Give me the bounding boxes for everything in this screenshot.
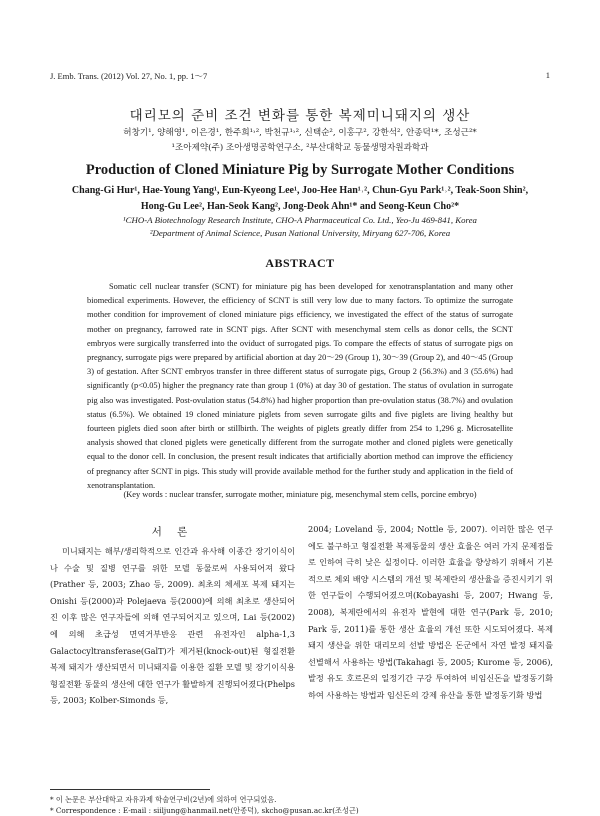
affiliation-2: ²Department of Animal Science, Pusan National University, Miryang 627-706, Korea: [149, 227, 451, 238]
english-affiliations: [40, 214, 560, 239]
intro-paragraph-right: 2004; Loveland 등, 2004; Nottle 등, 2007). 이러한 많은 연구에도 불구하고 형질전환 복제동물의 생산 효율은 여러 가지 문제점들로 인하여 극히 낮은 실정이다. 이러한 효율을 향상하기 위해서 기본적으로 체외 배양 시스템의 개선 및 복제란의 생산율을 증진시키기 위한 연구들이 수행되어졌으며(Kobayashi 등, 2007; Hwang 등, 2008), 복제란에서의 유전자 발현에 대한 연구(Park 등, 2010; Park 등, 2011)를 통한 생산 효율의 개선 또한 시도되어졌다. 복제 돼지 생산을 위한 대리모의 선발 방법은 돈군에서 자연 발정 돼지를 선별해서 사용하는 방법(Takahagi 등, 2005; Kurome 등, 2006), 발정 유도 호르몬의 일정기간 구강 투여하여 비임신돈을 발정동기화 하여 사용하는 방법과 임신돈의 강제 유산을 통한 발정동기화 방법: [308, 524, 553, 700]
abstract-body: [87, 280, 513, 493]
footnote-funding: * 이 논문은 부산대학교 자유과제 학술연구비(2년)에 의하여 연구되었음.: [50, 795, 277, 804]
introduction-heading: 서 론: [151, 526, 194, 538]
korean-authors: 허창기¹, 양해영¹, 이은경¹, 한주희¹˒², 박천규¹˒², 신택순², 이홍구², 강한석², 안종덕¹*, 조성근²*: [123, 128, 477, 138]
introduction-left-column: [50, 543, 295, 709]
abstract-paragraph: Somatic cell nuclear transfer (SCNT) for miniature pig has been developed for xenotransplantation and many other biomedical experiments. However, the efficiency of SCNT is still very low due to many factors. To optimize the surrogate mother condition for improvement of cloned miniature pigs efficiency, we investigated the effect of the status of surrogate mother on pregnancy, farrowed rate in SCNT pigs. After SCNT with mesenchymal stem cells as donor cells, the SCNT embryos were surgically transferred into the oviduct of surrogated pigs. To compare the effects of status of surrogate pigs on pregnancy, surrogate pigs were prepared by artificial abortion at day 20～29 (Group 1), 30～39 (Group 2), and 40～45 (Group 3) of gestation. After SCNT embryos transfer in three different status of surrogate pigs, Group 2 (56.3%) and 3 (55.6%) had significantly (p<0.05) higher the pregnancy rate than group 1 (0%) at day 30 of gestation. The status of ovulation in surrogate pig also was investigated. Post-ovulation status (54.8%) had higher proportion than pre-ovulation status (38.7%) and ovulation status (6.5%). We obtained 19 cloned miniature piglets from seven surrogate gilts and five piglets are living healthy but fourteen piglets died soon after birth or stillbirth. The weights of piglets greatly differ from 254 to 1,296 g. Microsatellite analysis showed that cloned piglets were genetically different from the surrogate mother and cloned piglets were genetically equal to the donor cell. In conclusion, the present result indicates that artificially abortion method can improve the efficiency of pregnancy after SCNT in pigs. This study will provide available method for the further study and application in the field of xenotransplantation.: [87, 282, 513, 490]
korean-affiliation: ¹조아제약(주) 조아생명공학연구소, ²부산대학교 동물생명자원과학과: [171, 143, 429, 153]
english-authors: Chang-Gi Hur¹, Hae-Young Yang¹, Eun-Kyeong Lee¹, Joo-Hee Han¹˒², Chun-Gyu Park¹˒², Teak-Soon Shin², Hong-Gu Lee², Han-Seok Kang², Jong-Deok Ahn¹* and Seong-Keun Cho²*: [71, 185, 529, 212]
footnote-correspondence: * Correspondence : E-mail : siiljung@hanmail.net(안종덕), skcho@pusan.ac.kr(조성근): [50, 806, 359, 815]
footnote-rule: [50, 789, 210, 790]
keywords: (Key words : nuclear transfer, surrogate mother, miniature pig, mesenchymal stem cells, porcine embryo): [123, 490, 477, 499]
intro-paragraph-left: 미니돼지는 해부/생리학적으로 인간과 유사해 이종간 장기이식이나 수술 및 질병 연구를 위한 모델 동물로써 사용되어져 왔다(Prather 등, 2003; Zhao 등, 2009). 최초의 체세포 복제 돼지는 Onishi 등(2000)과 Polejaeva 등(2000)에 의해 최초로 생산되어진 이후 많은 연구자들에 의해 연구되어지고 있으며, Lai 등(2002)에 의해 초급성 면역거부반응 관련 유전자인 alpha-1,3 Galactocyltransferase(GalT)가 제거된(knock-out)된 형질전환 복제 돼지가 생산되면서 미니돼지를 이용한 질환 모델 및 장기이식용 형질전환 동물의 생산에 대한 연구가 활발하게 진행되어졌다(Phelps 등, 2003; Kolber-Simonds 등,: [50, 546, 295, 706]
running-head: J. Emb. Trans. (2012) Vol. 27, No. 1, pp. 1～7: [50, 71, 208, 81]
abstract-heading: ABSTRACT: [265, 256, 335, 270]
page-number: 1: [545, 70, 550, 80]
introduction-right-column: [308, 521, 553, 704]
korean-title: 대리모의 준비 조건 변화를 통한 복제미니돼지의 생산: [129, 108, 471, 124]
affiliation-1: ¹CHO-A Biotechnology Research Institute, CHO-A Pharmaceutical Co. Ltd., Yeo-Ju 469-841, Korea: [123, 215, 477, 225]
english-title: Production of Cloned Miniature Pig by Surrogate Mother Conditions: [85, 162, 515, 178]
